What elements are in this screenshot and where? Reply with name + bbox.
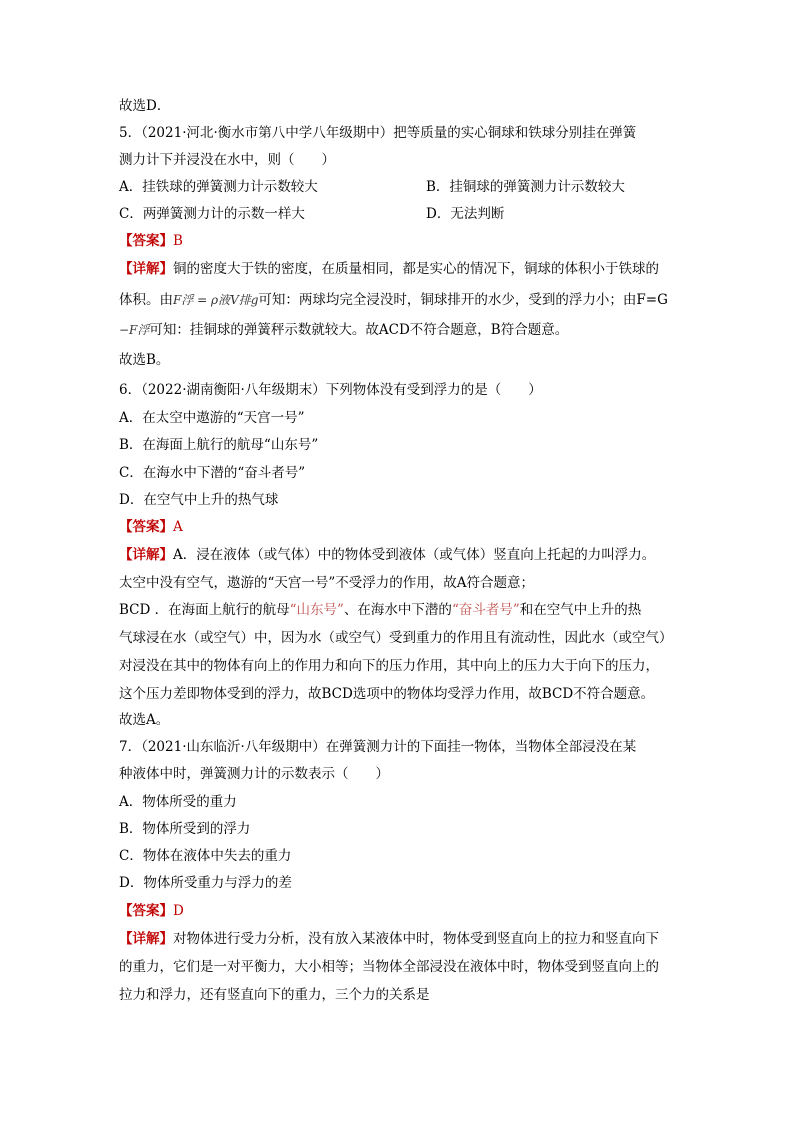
q7-answer [119, 901, 184, 921]
q5-detail-line3 [119, 320, 568, 340]
highlight-text: “山东号” [289, 602, 344, 618]
answer-label: 【答案】 [119, 519, 173, 535]
q6-stem [119, 380, 542, 400]
q6-detail-line2 [119, 573, 534, 593]
text: 故选B。 [119, 352, 170, 368]
answer-value: B [173, 233, 183, 249]
text: 5．（2021·河北·衡水市第八中学八年级期中）把等质量的实心铜球和铁球分别挂在弹簧 [119, 125, 637, 141]
q7-detail-line2 [119, 957, 659, 977]
q6-option-a [119, 408, 305, 428]
text: 7．（2021·山东临沂·八年级期中）在弹簧测力计的下面挂一物体，当物体全部浸没在某 [119, 739, 637, 755]
text: 拉力和浮力，还有竖直向下的重力，三个力的关系是 [119, 987, 430, 1003]
text: 和在空气中上升的热 [519, 602, 642, 618]
detail-label: 【详解】 [119, 261, 173, 277]
q5-detail-line2 [119, 290, 668, 310]
q6-detail-line4 [119, 628, 673, 648]
text: 6．（2022·湖南衡阳·八年级期末）下列物体没有受到浮力的是（ ） [119, 382, 542, 398]
text: 气球浸在水（或空气）中，因为水（或空气）受到重力的作用且有流动性，因此水（或空气） [119, 630, 673, 646]
answer-value: A [173, 519, 183, 535]
text: 对浸没在其中的物体有向上的作用力和向下的压力作用，其中向上的压力大于向下的压力， [119, 658, 659, 674]
q5-option-a: A．挂铁球的弹簧测力计示数较大 [119, 179, 318, 195]
text: A．浸在液体（或气体）中的物体受到液体（或气体）竖直向上托起的力叫浮力。 [173, 547, 656, 563]
q6-option-b [119, 435, 318, 455]
buoyancy-formula: F浮 = ρ液V排g [173, 293, 259, 307]
text: 测力计下并浸没在水中，则（ ） [119, 152, 335, 168]
q7-stem-line2 [119, 764, 389, 784]
q6-answer [119, 517, 183, 537]
q5-conclusion [119, 350, 169, 370]
q6-option-c [119, 463, 305, 483]
q6-option-d [119, 490, 278, 510]
text: 可知：挂铜球的弹簧秤示数就较大。故ACD不符合题意，B符合题意。 [149, 322, 569, 338]
detail-label: 【详解】 [119, 547, 173, 563]
text: A．在太空中遨游的“天宫一号” [119, 410, 305, 426]
answer-value: D [173, 903, 184, 919]
text: BCD ．在海面上航行的航母 [119, 602, 290, 618]
q5-options-row1 [119, 177, 318, 197]
detail-label: 【详解】 [119, 931, 173, 947]
text: 种液体中时，弹簧测力计的示数表示（ ） [119, 766, 389, 782]
text: 、在海水中下潜的 [343, 602, 452, 618]
text: C．两弹簧测力计的示数一样大 [119, 206, 305, 222]
q7-option-a [119, 792, 237, 812]
q6-detail-line3 [119, 600, 641, 620]
text: 可知：两球均完全浸没时，铜球排开的水少，受到的浮力小；由F=G [258, 292, 668, 308]
q7-option-b [119, 819, 250, 839]
q5-option-d [426, 204, 504, 224]
text: D．无法判断 [426, 206, 505, 222]
text: B．挂铜球的弹簧测力计示数较大 [426, 179, 625, 195]
text: 铜的密度大于铁的密度，在质量相同，都是实心的情况下，铜球的体积小于铁球的 [173, 261, 659, 277]
q6-detail-line1 [119, 545, 655, 565]
q6-conclusion [119, 710, 169, 730]
highlight-text: “奋斗者号” [451, 602, 520, 618]
q6-detail-line6 [119, 684, 654, 704]
text: 太空中没有空气，遨游的“天宫一号”不受浮力的作用，故A符合题意； [119, 575, 535, 591]
q5-stem-line2 [119, 150, 335, 170]
q4-conclusion [119, 96, 170, 116]
q5-answer [119, 231, 183, 251]
text: A．物体所受的重力 [119, 794, 237, 810]
q5-option-c [119, 204, 305, 224]
answer-label: 【答案】 [119, 233, 173, 249]
buoyancy-symbol: −F浮 [119, 323, 150, 337]
q7-option-c [119, 846, 291, 866]
q5-detail-line1 [119, 259, 659, 279]
q7-stem-line1 [119, 737, 636, 757]
q7-detail-line1 [119, 929, 659, 949]
text: 这个压力差即物体受到的浮力，故BCD选项中的物体均受浮力作用，故BCD不符合题意。 [119, 686, 655, 702]
text: B．在海面上航行的航母“山东号” [119, 437, 319, 453]
text: C．在海水中下潜的“奋斗者号” [119, 465, 306, 481]
text: D．在空气中上升的热气球 [119, 492, 279, 508]
answer-label: 【答案】 [119, 903, 173, 919]
q5-option-b [426, 177, 625, 197]
q7-option-d [119, 873, 292, 893]
q6-detail-line5 [119, 656, 659, 676]
text: D．物体所受重力与浮力的差 [119, 875, 292, 891]
text: B．物体所受到的浮力 [119, 821, 251, 837]
q7-detail-line3 [119, 985, 430, 1005]
text: C．物体在液体中失去的重力 [119, 848, 292, 864]
text: 故选A。 [119, 712, 170, 728]
q5-stem-line1 [119, 123, 636, 143]
text: 体积。由 [119, 292, 173, 308]
text: 对物体进行受力分析，没有放入某液体中时，物体受到竖直向上的拉力和竖直向下 [173, 931, 659, 947]
text: 故选D． [119, 98, 171, 114]
text: 的重力，它们是一对平衡力，大小相等；当物体全部浸没在液体中时，物体受到竖直向上的 [119, 959, 659, 975]
